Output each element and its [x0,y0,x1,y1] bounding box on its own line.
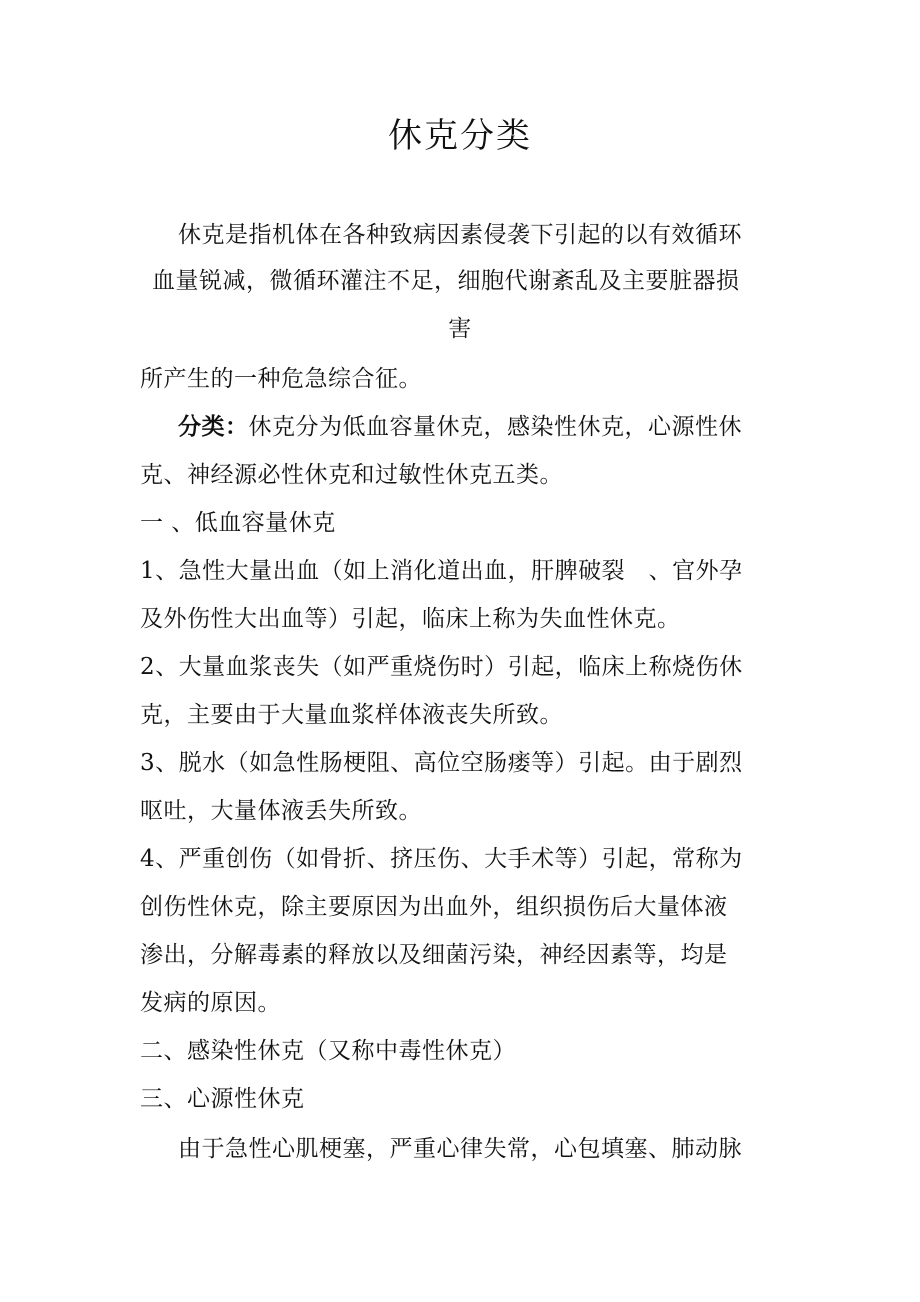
section-1-item-2-line-2: 克，主要由于大量血浆样体液丧失所致。 [140,702,563,728]
section-1-item-1-line-1: 1、急性大量出血（如上消化道出血，肝脾破裂 、官外孕 [140,558,743,584]
section-1-item-4-line-3: 渗出，分解毒素的释放以及细菌污染，神经因素等，均是 [140,942,728,968]
section-2-heading: 二、感染性休克（又称中毒性休克） [140,1038,516,1064]
section-1-item-2-line-1: 2、大量血浆丧失（如严重烧伤时）引起，临床上称烧伤休 [140,654,743,680]
section-1-item-4-line-1: 4、严重创伤（如骨折、挤压伤、大手术等）引起，常称为 [140,846,743,872]
intro-line-1: 休克是指机体在各种致病因素侵袭下引起的以有效循环 [178,222,742,248]
classification-text: 休克分为低血容量休克，感染性休克，心源性休 [248,414,742,440]
intro-line-2: 血量锐减，微循环灌注不足，细胞代谢紊乱及主要脏器损 [152,268,740,294]
section-1-heading: 一 、低血容量休克 [140,510,336,536]
section-1-item-4-line-2: 创伤性休克，除主要原因为出血外，组织损伤后大量体液 [140,894,728,920]
section-1-item-3-line-1: 3、脱水（如急性肠梗阻、高位空肠瘘等）引起。由于剧烈 [140,750,743,776]
document-title: 休克分类 [388,116,532,156]
section-1-item-1-line-2: 及外伤性大出血等）引起，临床上称为失血性休克。 [140,606,681,632]
classification-label: 分类： [178,413,249,440]
intro-line-4: 所产生的一种危急综合征。 [140,366,422,392]
section-3-heading: 三、心源性休克 [140,1086,305,1112]
intro-line-3: 害 [448,316,472,342]
section-3-paragraph-line-1: 由于急性心肌梗塞，严重心律失常，心包填塞、肺动脉 [178,1136,742,1162]
section-1-item-3-line-2: 呕吐，大量体液丢失所致。 [140,798,422,824]
section-1-item-4-line-4: 发病的原因。 [140,990,281,1016]
classification-line-1 [178,410,742,444]
classification-line-2: 克、神经源必性休克和过敏性休克五类。 [140,462,563,488]
